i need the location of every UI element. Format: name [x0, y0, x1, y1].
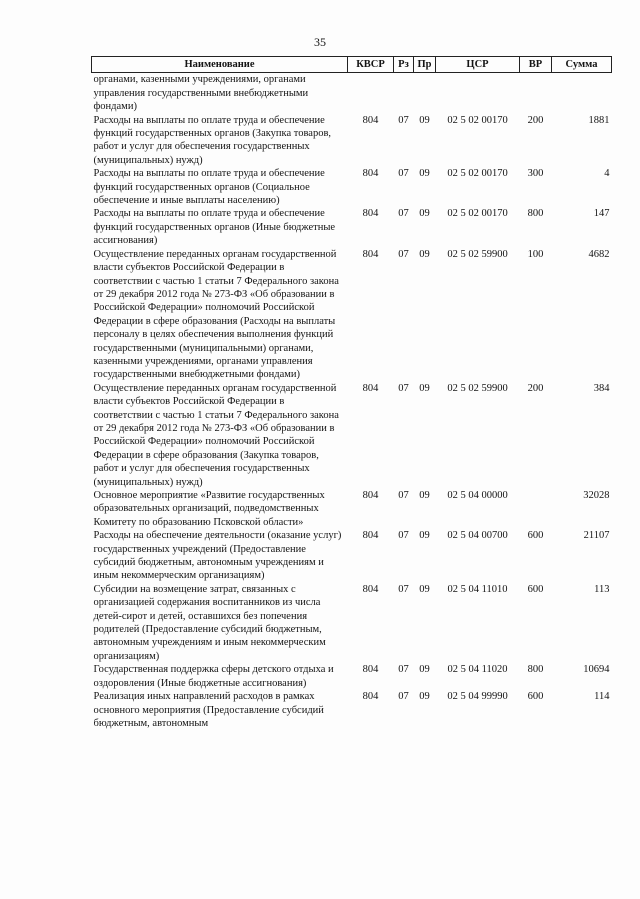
row-sum: 147	[593, 208, 610, 220]
row-csr: 02 5 02 00170	[447, 114, 508, 126]
row-csr: 02 5 04 00000	[447, 490, 508, 501]
row-pr: 09	[419, 530, 430, 542]
row-sum: 4682	[588, 248, 610, 260]
row-pr: 09	[419, 168, 430, 180]
row-kvsr	[348, 73, 394, 114]
row-pr: 09	[419, 382, 430, 394]
row-csr: 02 5 02 00170	[447, 168, 508, 180]
row-name: Основное мероприятие «Развитие государственных образовательных организаций, подведомственных Комитету по образованию Псковской области»	[93, 490, 325, 528]
row-rz: 07	[398, 208, 409, 220]
table-row	[92, 382, 612, 489]
row-name: Осуществление переданных органам государственной власти субъектов Российской Федерации в соответствии с частью 1 статьи 7 Федерального закона от 29 декабря 2012 года № 273-ФЗ «Об образовании в Российской Федерации» полномочий Российской Федерации в сфере образования (Расходы на выплаты персоналу в целях обеспечения выполнения функций государственными (муниципальными) органами, казенными учреждениями, органами управления государственными внебюджетными фондами)	[93, 248, 339, 381]
row-sum: 113	[594, 583, 610, 595]
table-row	[92, 663, 612, 690]
row-rz: 07	[398, 114, 409, 126]
table-row	[92, 489, 612, 529]
header-name: Наименование	[92, 57, 348, 73]
header-csr: ЦСР	[436, 57, 520, 73]
row-pr	[414, 73, 436, 114]
row-pr: 09	[419, 691, 430, 703]
row-pr: 09	[419, 490, 430, 501]
row-vr	[520, 489, 552, 529]
row-rz: 07	[398, 382, 409, 394]
row-sum: 10694	[583, 664, 610, 676]
row-sum: 32028	[583, 490, 610, 501]
row-kvsr: 804	[362, 248, 379, 260]
row-rz: 07	[398, 248, 409, 260]
row-pr: 09	[419, 248, 430, 260]
row-csr: 02 5 04 11020	[447, 664, 508, 676]
row-vr	[520, 73, 552, 114]
row-name: Осуществление переданных органам государственной власти субъектов Российской Федерации в соответствии с частью 1 статьи 7 Федерального закона от 29 декабря 2012 года № 273-ФЗ «Об образовании в Российской Федерации» полномочий Российской Федерации в сфере образования (Закупка товаров, работ и услуг для обеспечения государственных (муниципальных) нужд)	[93, 382, 339, 488]
row-rz: 07	[398, 530, 409, 542]
page-number: 35	[314, 35, 326, 49]
row-kvsr: 804	[362, 208, 379, 220]
row-pr: 09	[419, 114, 430, 126]
row-vr: 200	[527, 114, 544, 126]
row-pr: 09	[419, 208, 430, 220]
row-name: Субсидии на возмещение затрат, связанных с организацией содержания воспитанников из числа детей-сирот и детей, оставшихся без попечения родителей (Предоставление субсидий бюджетным, автономным учреждениям и иным некоммерческим организациям)	[93, 583, 326, 662]
row-vr: 800	[527, 208, 544, 220]
budget-table	[91, 56, 612, 730]
row-name: Государственная поддержка сферы детского отдыха и оздоровления (Иные бюджетные ассигнования)	[93, 664, 334, 689]
row-vr: 300	[527, 168, 544, 180]
table-row	[92, 114, 612, 168]
row-name: Расходы на обеспечение деятельности (оказание услуг) государственных учреждений (Предоставление субсидий бюджетным, автономным учреждениям и иным некоммерческим организациям)	[93, 530, 342, 582]
table-row	[92, 248, 612, 382]
row-csr: 02 5 02 59900	[447, 382, 508, 394]
row-csr: 02 5 04 11010	[447, 583, 508, 595]
row-rz: 07	[398, 168, 409, 180]
table-row	[92, 529, 612, 583]
row-name: Расходы на выплаты по оплате труда и обеспечение функций государственных органов (Закупка товаров, работ и услуг для обеспечения государственных (муниципальных) нужд)	[93, 114, 332, 166]
table-row	[92, 583, 612, 663]
table-row	[92, 73, 612, 114]
row-name: Расходы на выплаты по оплате труда и обеспечение функций государственных органов (Социальное обеспечение и иные выплаты населению)	[93, 168, 325, 207]
row-kvsr: 804	[362, 114, 379, 126]
row-pr: 09	[419, 664, 430, 676]
table-row	[92, 690, 612, 730]
table-row	[92, 207, 612, 247]
row-name: Расходы на выплаты по оплате труда и обеспечение функций государственных органов (Иные бюджетные ассигнования)	[93, 208, 336, 247]
row-csr: 02 5 02 59900	[447, 248, 508, 260]
row-csr	[436, 73, 520, 114]
row-rz: 07	[398, 490, 409, 501]
row-name: органами, казенными учреждениями, органами управления государственными внебюджетными фондами)	[93, 74, 309, 113]
row-sum: 1881	[588, 114, 610, 126]
row-sum: 21107	[583, 530, 610, 542]
table-row	[92, 167, 612, 207]
row-sum: 114	[594, 691, 610, 703]
row-vr: 600	[527, 691, 544, 703]
header-sum: Сумма	[552, 57, 612, 73]
row-rz: 07	[398, 583, 409, 595]
row-vr: 800	[527, 664, 544, 676]
row-vr: 600	[527, 583, 544, 595]
row-csr: 02 5 04 00700	[447, 530, 508, 542]
row-sum	[552, 73, 612, 114]
header-pr: Пр	[414, 57, 436, 73]
row-sum: 4	[604, 168, 610, 180]
row-kvsr: 804	[362, 583, 379, 595]
row-rz: 07	[398, 691, 409, 703]
row-vr: 100	[527, 248, 544, 260]
header-vr: ВР	[520, 57, 552, 73]
row-name: Реализация иных направлений расходов в рамках основного мероприятия (Предоставление субсидий бюджетным, автономным	[93, 691, 324, 729]
row-kvsr: 804	[362, 530, 379, 542]
table-body	[92, 73, 612, 730]
row-csr: 02 5 02 00170	[447, 208, 508, 220]
row-rz: 07	[398, 664, 409, 676]
row-vr: 200	[527, 382, 544, 394]
row-sum: 384	[593, 382, 610, 394]
row-rz	[394, 73, 414, 114]
table-header	[92, 57, 612, 73]
row-kvsr: 804	[362, 490, 379, 501]
row-vr: 600	[527, 530, 544, 542]
row-csr: 02 5 04 99990	[447, 691, 508, 703]
row-kvsr: 804	[362, 664, 379, 676]
header-kvsr: КВСР	[348, 57, 394, 73]
row-pr: 09	[419, 583, 430, 595]
row-kvsr: 804	[362, 691, 379, 703]
header-rz: Рз	[394, 57, 414, 73]
row-kvsr: 804	[362, 382, 379, 394]
row-kvsr: 804	[362, 168, 379, 180]
